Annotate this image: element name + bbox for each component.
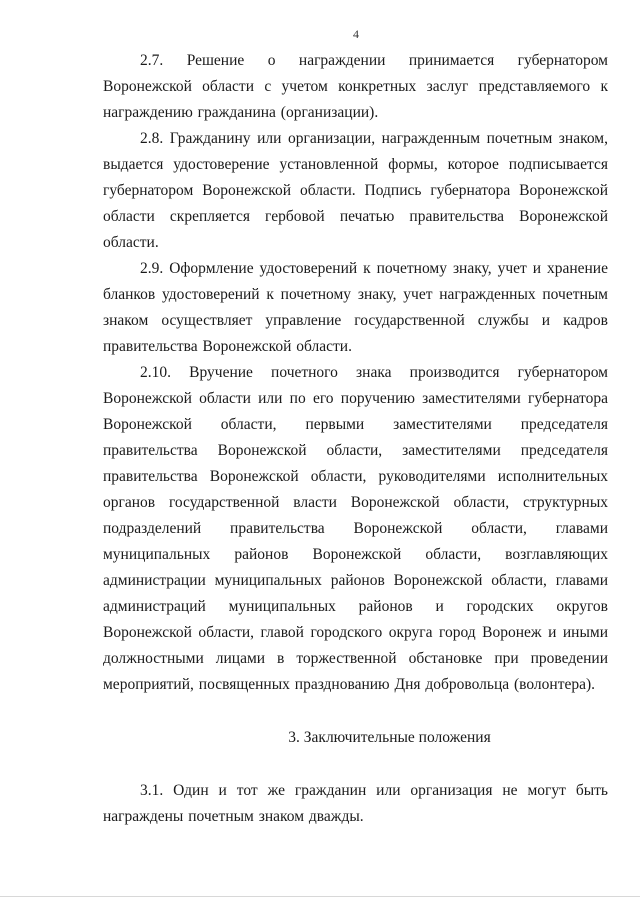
paragraph-2-9: 2.9. Оформление удостоверений к почетному знаку, учет и хранение бланков удостоверений к почетному знаку, учет награжденных почетным знаком осуществляет управление государственной службы и кадров правительства Воронежской области. [103, 260, 608, 355]
page-number: 4 [353, 27, 359, 41]
section-heading: 3. Заключительные положения [288, 729, 491, 746]
paragraph-2-7: 2.7. Решение о награждении принимается губернатором Воронежской области с учетом конкретных заслуг представляемого к награждению гражданина (организации). [103, 52, 608, 121]
paragraph-2-10: 2.10. Вручение почетного знака производится губернатором Воронежской области или по его поручению заместителями губернатора Воронежской области, первыми заместителями председателя правительства Воронежской области, заместителями председателя правительства Воронежской области, руководителями исполнительных органов государственной власти Воронежской области, структурных подразделений правительства Воронежской области, главами муниципальных районов Воронежской области, возглавляющих администрации муниципальных районов Воронежской области, главами администраций муниципальных районов и городских округов Воронежской области, главой городского округа город Воронеж и иными должностными лицами в торжественной обстановке при проведении мероприятий, посвященных празднованию Дня добровольца (волонтера). [103, 364, 608, 693]
paragraph-3-1: 3.1. Один и тот же гражданин или организация не могут быть награждены почетным знаком дважды. [103, 782, 608, 825]
paragraph-2-8: 2.8. Гражданину или организации, награжденным почетным знаком, выдается удостоверение установленной формы, которое подписывается губернатором Воронежской области. Подпись губернатора Воронежской области скрепляется гербовой печатью правительства Воронежской области. [103, 130, 608, 251]
document-body [103, 48, 608, 830]
page-bottom-edge [0, 896, 640, 897]
